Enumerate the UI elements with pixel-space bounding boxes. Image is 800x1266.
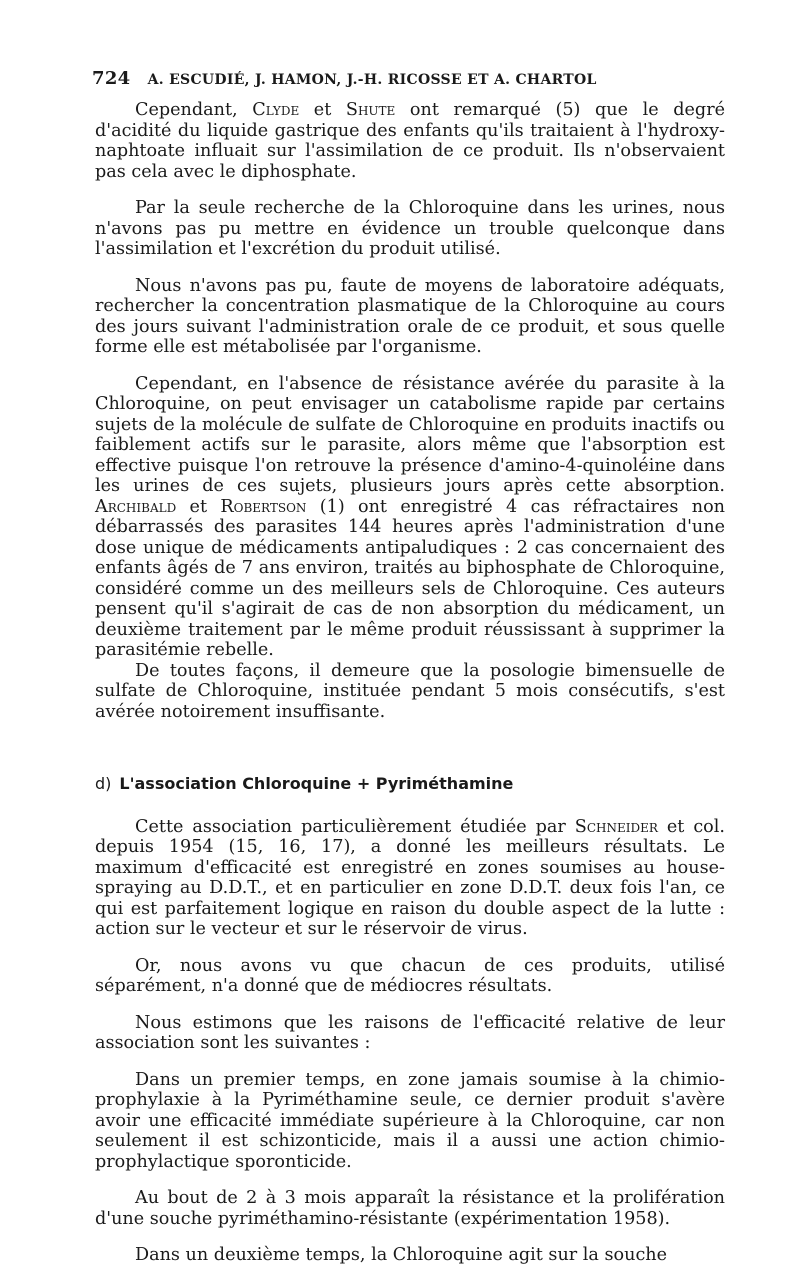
section-letter: d) xyxy=(95,774,112,793)
paragraph: De toutes façons, il demeure que la posologie bimensuelle de sulfate de Chloroquine, instituée pendant 5 mois consécutifs, s'est avérée notoirement insuffisante. xyxy=(95,660,725,722)
header-authors: A. ESCUDIÉ, J. HAMON, J.-H. RICOSSE ET A. CHARTOL xyxy=(147,72,597,88)
paragraph: Cependant, Clyde et Shute ont remarqué (5) que le degré d'acidité du liquide gastrique des enfants qu'ils traitaient à l'hydroxy-naphtoate influait sur l'assimilation de ce produit. Ils n'observaient pas cela avec le diphosphate. xyxy=(95,100,726,182)
section-heading xyxy=(95,774,725,795)
paragraph: Or, nous avons vu que chacun de ces produits, utilisé séparément, n'a donné que de médiocres résultats. xyxy=(95,955,725,996)
paragraph: Cependant, en l'absence de résistance avérée du parasite à la Chloroquine, on peut envisager un catabolisme rapide par certains sujets de la molécule de sulfate de Chloroquine en produits inactifs ou faiblement actifs sur le parasite, alors même que l'absorption est effective puisque l'on retrouve la présence d'amino-4-quinoléine dans les urines de ces sujets, plusieurs jours après cette absorption. Archibald et Robertson (1) ont enregistré 4 cas réfractaires non débarrassés des parasites 144 heures après l'administration d'une dose unique de médicaments antipaludiques : 2 cas concernaient des enfants âgés de 7 ans environ, traités au biphosphate de Chloroquine, considéré comme un des meilleurs sels de Chloroquine. Ces auteurs pensent qu'il s'agirait de cas de non absorption du médicament, un deuxième traitement par le même produit réussissant à supprimer la parasitémie rebelle. xyxy=(95,373,725,660)
body-text xyxy=(95,100,725,1266)
author-name: Archibald xyxy=(95,496,177,517)
paragraph: Par la seule recherche de la Chloroquine dans les urines, nous n'avons pas pu mettre en évidence un trouble quelconque dans l'assimilation et l'excrétion du produit utilisé. xyxy=(95,198,725,259)
paragraph: Nous estimons que les raisons de l'efficacité relative de leur association sont les suivantes : xyxy=(95,1012,725,1053)
author-name: Robertson xyxy=(220,496,307,517)
paragraph: Nous n'avons pas pu, faute de moyens de laboratoire adéquats, rechercher la concentration plasmatique de la Chloroquine au cours des jours suivant l'administration orale de ce produit, et sous quelle forme elle est métabolisée par l'organisme. xyxy=(95,275,725,357)
author-name: Shute xyxy=(345,100,396,120)
section-title: L'association Chloroquine + Pyriméthamine xyxy=(119,774,514,793)
paragraph: Dans un deuxième temps, la Chloroquine agit sur la souche xyxy=(135,1245,668,1265)
running-header xyxy=(92,68,732,89)
paragraph: Au bout de 2 à 3 mois apparaît la résistance et la prolifération d'une souche pyriméthamino-résistante (expérimentation 1958). xyxy=(95,1188,725,1229)
paragraph: Cette association particulièrement étudiée par Schneider et col. depuis 1954 (15, 16, 17), a donné les meilleurs résultats. Le maximum d'efficacité est enregistré en zones soumises au house-spraying au D.D.T., et en particulier en zone D.D.T. deux fois l'an, ce qui est parfaitement logique en raison du double aspect de la lutte : action sur le vecteur et sur le réservoir de virus. xyxy=(95,816,725,939)
author-name: Schneider xyxy=(574,816,658,837)
page-number: 724 xyxy=(92,68,131,89)
author-name: Clyde xyxy=(252,100,300,120)
paragraph: Dans un premier temps, en zone jamais soumise à la chimio-prophylaxie à la Pyriméthamine seule, ce dernier produit s'avère avoir une efficacité immédiate supérieure à la Chloroquine, car non seulement il est schizonticide, mais il a aussi une action chimio-prophylactique sporonticide. xyxy=(95,1069,725,1172)
